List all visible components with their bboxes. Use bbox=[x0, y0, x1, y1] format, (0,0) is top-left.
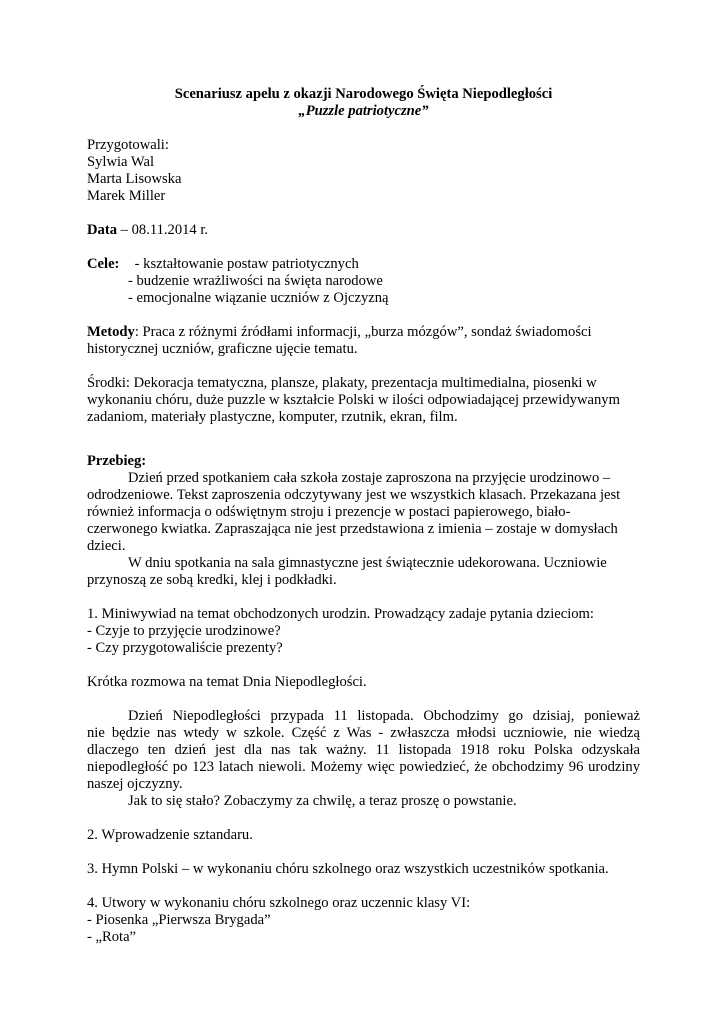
authors-block bbox=[87, 137, 640, 205]
course-text: przynoszą ze sobą kredki, klej i podkładki. bbox=[87, 572, 337, 588]
speech-block bbox=[87, 708, 640, 810]
course-label: Przebieg: bbox=[87, 453, 147, 469]
course-text: czerwonego kwiatka. Zapraszająca nie jest przedstawiona z imienia – zostaje w domysłach bbox=[87, 521, 618, 537]
step-4 bbox=[87, 895, 640, 946]
course-text: odrodzeniowe. Tekst zaproszenia odczytywany jest we wszystkich klasach. Przekazana jest bbox=[87, 487, 621, 503]
speech-text: nie będzie nas wtedy w szkole. Część z Was - zwłaszcza młodsi uczniowie, nie wiedzą bbox=[87, 725, 640, 741]
goals-block bbox=[87, 256, 640, 307]
song-item: - „Rota” bbox=[87, 929, 137, 945]
date-value: – 08.11.2014 r. bbox=[117, 222, 209, 238]
means-text: Środki: Dekoracja tematyczna, plansze, plakaty, prezentacja multimedialna, piosenki w bbox=[87, 375, 597, 391]
talk-text: Krótka rozmowa na temat Dnia Niepodległości. bbox=[87, 674, 367, 690]
speech-closing: Jak to się stało? Zobaczymy za chwilę, a teraz proszę o powstanie. bbox=[128, 793, 517, 809]
question-item: - Czyje to przyjęcie urodzinowe? bbox=[87, 623, 281, 639]
methods-text: : Praca z różnymi źródłami informacji, „burza mózgów”, sondaż świadomości bbox=[134, 324, 592, 340]
step-heading: 4. Utwory w wykonaniu chóru szkolnego oraz uczennic klasy VI: bbox=[87, 895, 471, 911]
goals-label: Cele: bbox=[87, 256, 120, 272]
goal-item: - budzenie wrażliwości na święta narodowe bbox=[128, 273, 383, 289]
step-1 bbox=[87, 606, 640, 657]
speech-text: Dzień Niepodległości przypada 11 listopada. Obchodzimy go dzisiaj, ponieważ bbox=[128, 708, 640, 724]
document-page bbox=[87, 86, 640, 946]
methods-block bbox=[87, 324, 640, 358]
document-title: Scenariusz apelu z okazji Narodowego Święta Niepodległości bbox=[174, 86, 553, 102]
song-item: - Piosenka „Pierwsza Brygada” bbox=[87, 912, 271, 928]
means-text: zadaniom, materiały plastyczne, komputer, rzutnik, ekran, film. bbox=[87, 409, 458, 425]
question-item: - Czy przygotowaliście prezenty? bbox=[87, 640, 283, 656]
step-heading: 1. Miniwywiad na temat obchodzonych urodzin. Prowadzący zadaje pytania dzieciom: bbox=[87, 606, 594, 622]
goal-item: - kształtowanie postaw patriotycznych bbox=[131, 256, 359, 272]
author-name: Marta Lisowska bbox=[87, 171, 182, 187]
methods-label: Metody bbox=[87, 324, 135, 340]
speech-text: dlaczego ten dzień jest dla nas tak ważny. 11 listopada 1918 roku Polska odzyskała bbox=[87, 742, 640, 758]
speech-text: naszej ojczyzny. bbox=[87, 776, 183, 792]
course-text: W dniu spotkania na sala gimnastyczne jest świątecznie udekorowana. Uczniowie bbox=[128, 555, 607, 571]
authors-label: Przygotowali: bbox=[87, 137, 169, 153]
course-text: Dzień przed spotkaniem cała szkoła zostaje zaproszona na przyjęcie urodzinowo – bbox=[128, 470, 611, 486]
means-block bbox=[87, 375, 640, 426]
author-name: Sylwia Wal bbox=[87, 154, 155, 170]
means-text: wykonaniu chóru, duże puzzle w kształcie Polski w ilości odpowiadającej przewidywanym bbox=[87, 392, 620, 408]
step-3: 3. Hymn Polski – w wykonaniu chóru szkolnego oraz wszystkich uczestników spotkania. bbox=[87, 861, 609, 877]
course-block bbox=[87, 453, 640, 589]
step-2: 2. Wprowadzenie sztandaru. bbox=[87, 827, 253, 843]
methods-text: historycznej uczniów, graficzne ujęcie tematu. bbox=[87, 341, 358, 357]
course-text: również informacja o odświętnym stroju i prezencje w postaci papierowego, biało- bbox=[87, 504, 571, 520]
goal-item: - emocjonalne wiązanie uczniów z Ojczyzną bbox=[128, 290, 389, 306]
document-subtitle: „Puzzle patriotyczne” bbox=[298, 103, 429, 119]
date-label: Data bbox=[87, 222, 117, 238]
course-text: dzieci. bbox=[87, 538, 126, 554]
author-name: Marek Miller bbox=[87, 188, 166, 204]
speech-text: niepodległość po 123 latach niewoli. Możemy więc powiedzieć, że obchodzimy 96 urodziny bbox=[87, 759, 640, 775]
date-line bbox=[87, 222, 640, 239]
